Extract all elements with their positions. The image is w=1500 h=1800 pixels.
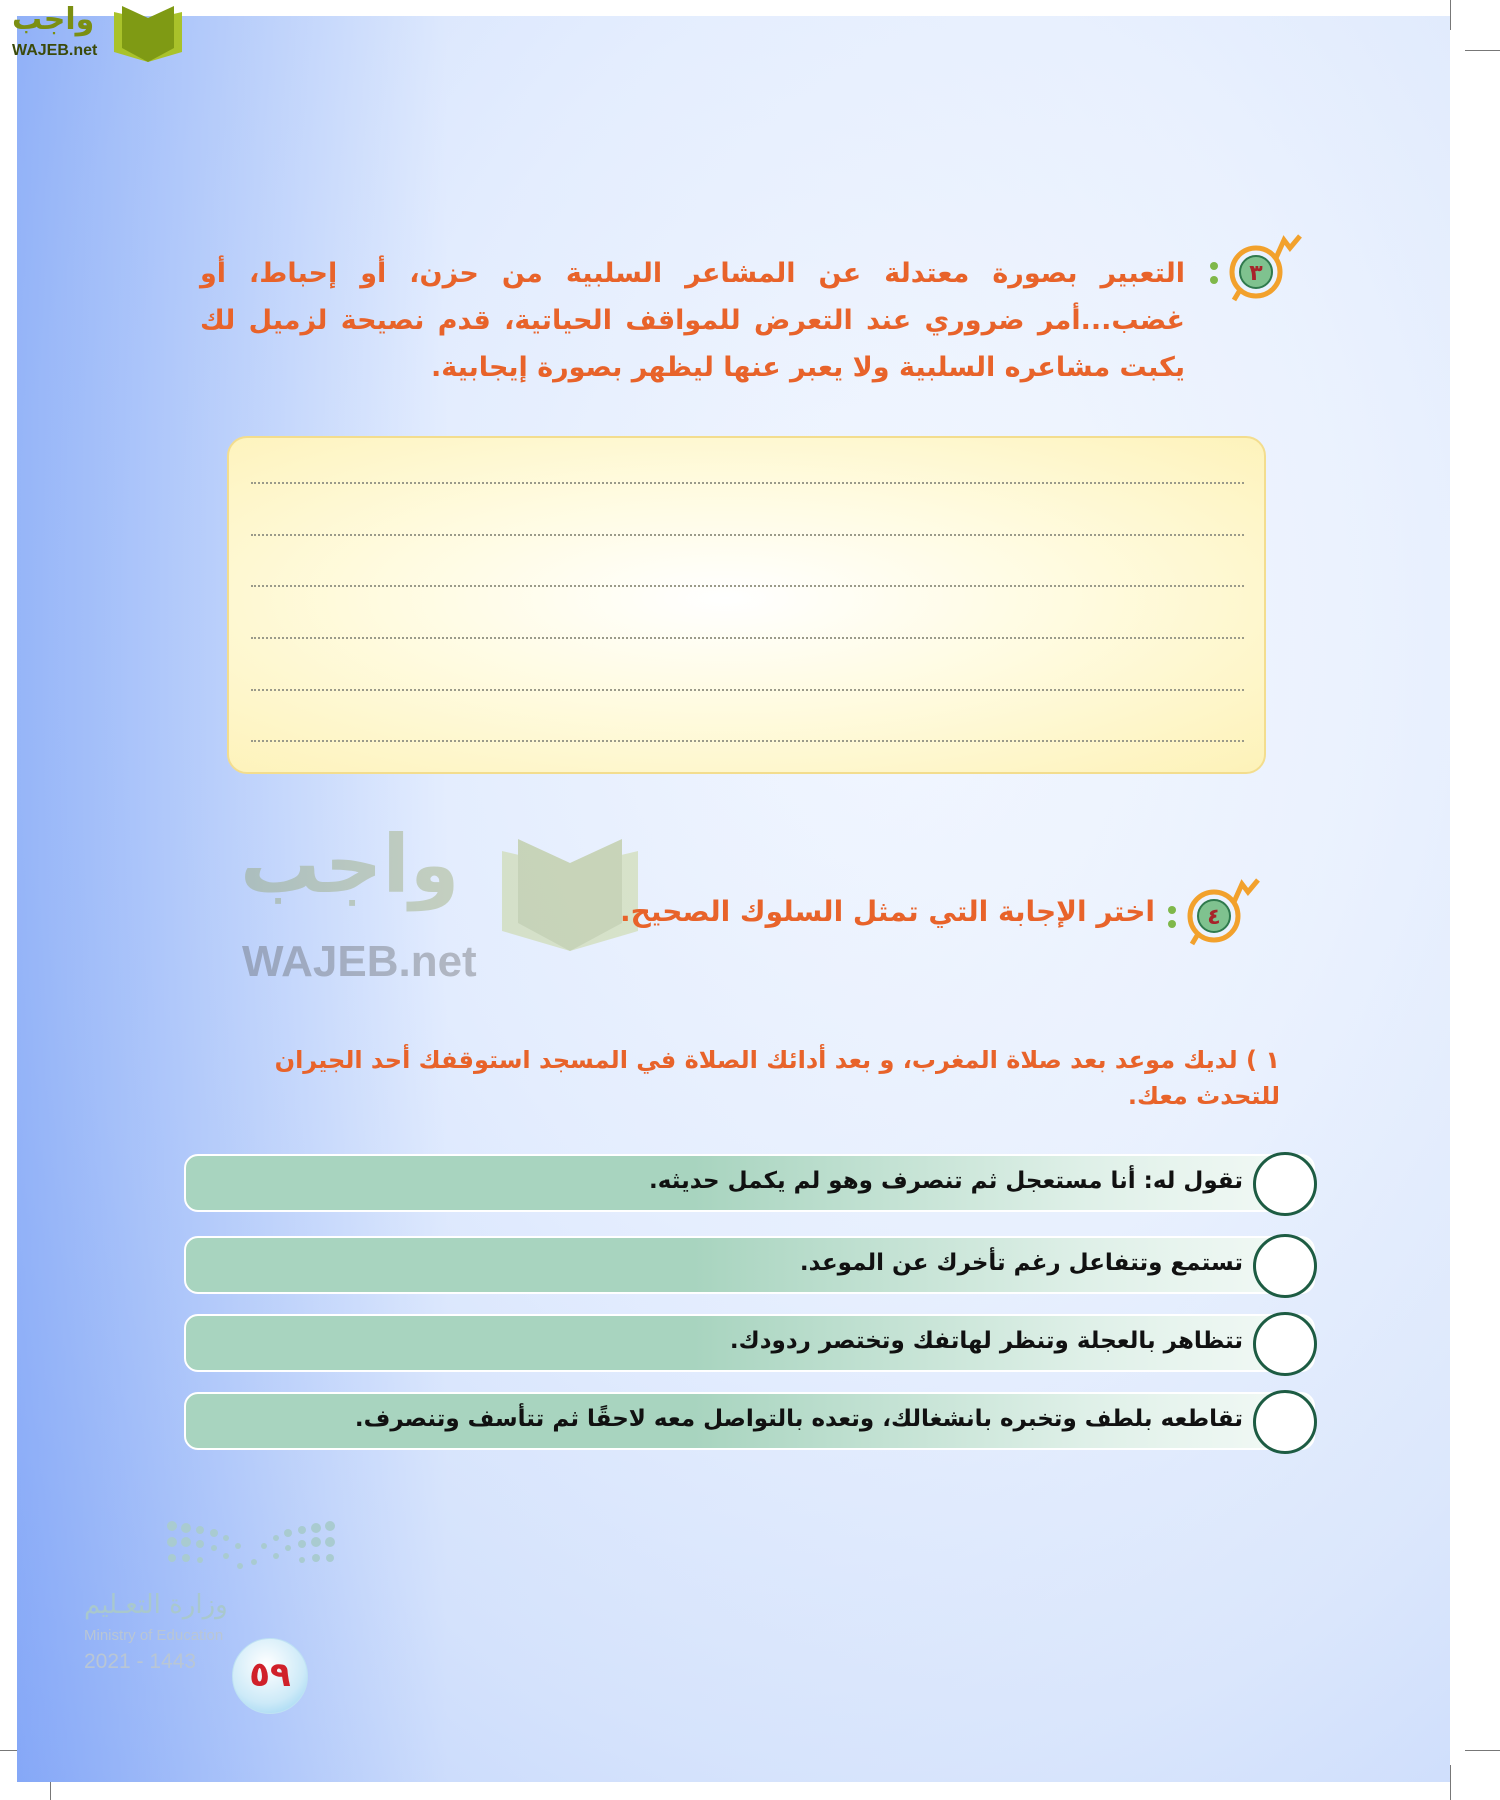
- ministry-logo: [80, 1510, 360, 1680]
- question-4-text: اختر الإجابة التي تمثل السلوك الصحيح.: [620, 895, 1155, 928]
- page-number: ٥٩: [232, 1638, 308, 1714]
- watermark-latin: WAJEB.net: [242, 937, 477, 986]
- question-4-badge-icon: [1168, 876, 1260, 946]
- crop-mark: [1450, 0, 1451, 30]
- ministry-name-english: Ministry of Education: [84, 1627, 224, 1644]
- answer-line[interactable]: [251, 534, 1244, 536]
- option-3[interactable]: [184, 1314, 1315, 1372]
- question-3-badge-icon: [1210, 232, 1302, 302]
- option-label: تستمع وتتفاعل رغم تأخرك عن الموعد.: [799, 1250, 1243, 1276]
- option-label: تقاطعه بلطف وتخبره بانشغالك، وتعده بالتواصل معه لاحقًا ثم تتأسف وتنصرف.: [354, 1406, 1243, 1432]
- crop-mark: [1450, 1765, 1451, 1800]
- answer-line[interactable]: [251, 482, 1244, 484]
- book-icon: [108, 4, 188, 66]
- option-label: تقول له: أنا مستعجل ثم تنصرف وهو لم يكمل حديثه.: [649, 1168, 1243, 1194]
- option-4[interactable]: [184, 1392, 1315, 1450]
- watermark-arabic: واجب: [240, 818, 460, 911]
- scenario-1-text: ١ ) لديك موعد بعد صلاة المغرب، و بعد أدائك الصلاة في المسجد استوقفك أحد الجيران للتحدث معك.: [274, 1046, 1280, 1110]
- svg-text:٤: ٤: [1207, 905, 1221, 930]
- option-1[interactable]: [184, 1154, 1315, 1212]
- answer-line[interactable]: [251, 637, 1244, 639]
- option-radio[interactable]: [1253, 1390, 1317, 1454]
- logo-latin: WAJEB.net: [12, 42, 98, 59]
- crop-mark: [1465, 1750, 1500, 1751]
- ministry-name-arabic: وزارة التعـليم: [84, 1590, 228, 1620]
- ministry-dots-icon: [166, 1520, 336, 1580]
- option-radio[interactable]: [1253, 1152, 1317, 1216]
- option-2[interactable]: [184, 1236, 1315, 1294]
- answer-line[interactable]: [251, 689, 1244, 691]
- answer-line[interactable]: [251, 740, 1244, 742]
- option-label: تتظاهر بالعجلة وتنظر لهاتفك وتختصر ردودك.: [729, 1328, 1243, 1354]
- logo-arabic: واجب: [12, 2, 95, 37]
- svg-text:٣: ٣: [1249, 261, 1263, 286]
- answer-line[interactable]: [251, 585, 1244, 587]
- option-radio[interactable]: [1253, 1312, 1317, 1376]
- crop-mark: [1465, 50, 1500, 51]
- answer-box[interactable]: [227, 436, 1266, 774]
- edition-year: 2021 - 1443: [84, 1650, 197, 1673]
- question-3-text: التعبير بصورة معتدلة عن المشاعر السلبية من حزن، أو إحباط، أو غضب...أمر ضروري عند التعرض للمواقف الحياتية، قدم نصيحة لزميل لك يكبت مشاعره السلبية ولا يعبر عنها ليظهر بصورة إيجابية.: [200, 258, 1185, 383]
- wajeb-logo[interactable]: [0, 0, 190, 69]
- option-radio[interactable]: [1253, 1234, 1317, 1298]
